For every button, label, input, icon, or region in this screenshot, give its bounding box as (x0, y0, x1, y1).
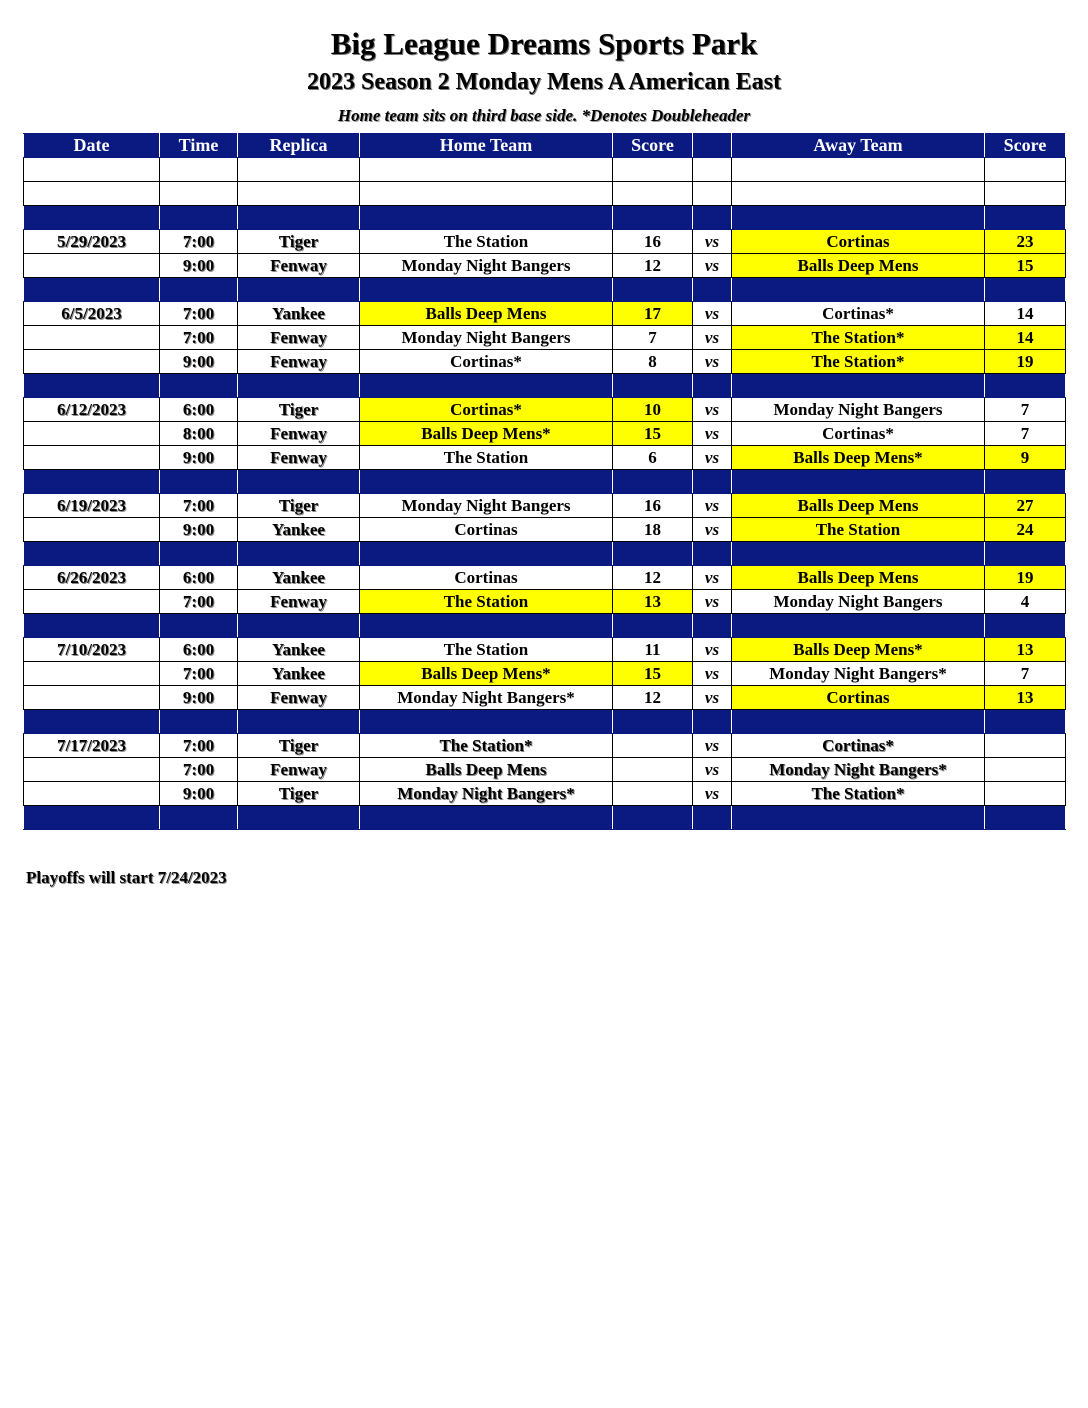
date-cell: 6/5/2023 (24, 302, 160, 326)
home-team-cell (360, 470, 613, 494)
vs-cell (693, 542, 732, 566)
replica-cell (238, 470, 360, 494)
home-score-cell: 12 (613, 254, 693, 278)
time-cell (160, 374, 238, 398)
replica-cell: Fenway (238, 686, 360, 710)
away-team-cell: Balls Deep Mens (732, 494, 985, 518)
date-cell (24, 614, 160, 638)
home-team-cell (360, 182, 613, 206)
time-cell: 6:00 (160, 638, 238, 662)
home-score-cell (613, 806, 693, 830)
home-team-cell: The Station (360, 230, 613, 254)
away-score-cell (985, 734, 1066, 758)
away-team-cell: Balls Deep Mens* (732, 446, 985, 470)
home-team-cell: Cortinas (360, 566, 613, 590)
col-time: Time (160, 134, 238, 158)
vs-cell (693, 806, 732, 830)
game-row (24, 782, 1066, 806)
vs-cell: vs (693, 782, 732, 806)
time-cell (160, 614, 238, 638)
replica-cell: Fenway (238, 758, 360, 782)
away-score-cell: 7 (985, 422, 1066, 446)
away-score-cell: 7 (985, 398, 1066, 422)
away-score-cell (985, 182, 1066, 206)
date-cell (24, 374, 160, 398)
away-team-cell (732, 710, 985, 734)
replica-cell (238, 278, 360, 302)
date-cell (24, 254, 160, 278)
vs-cell: vs (693, 494, 732, 518)
date-cell (24, 278, 160, 302)
away-score-cell (985, 470, 1066, 494)
vs-cell: vs (693, 518, 732, 542)
home-team-cell (360, 206, 613, 230)
away-team-cell: Cortinas* (732, 734, 985, 758)
away-score-cell (985, 806, 1066, 830)
away-score-cell (985, 782, 1066, 806)
away-score-cell: 19 (985, 566, 1066, 590)
away-team-cell: Balls Deep Mens* (732, 638, 985, 662)
home-team-cell: Monday Night Bangers* (360, 686, 613, 710)
date-cell (24, 758, 160, 782)
week-separator-row (24, 710, 1066, 734)
home-score-cell (613, 206, 693, 230)
away-score-cell: 7 (985, 662, 1066, 686)
replica-cell: Yankee (238, 566, 360, 590)
home-team-cell (360, 158, 613, 182)
home-team-cell: Balls Deep Mens* (360, 662, 613, 686)
col-home-team: Home Team (360, 134, 613, 158)
home-score-cell: 18 (613, 518, 693, 542)
time-cell: 7:00 (160, 758, 238, 782)
vs-cell: vs (693, 662, 732, 686)
vs-cell: vs (693, 638, 732, 662)
home-score-cell (613, 374, 693, 398)
schedule-note: Home team sits on third base side. *Denotes Doubleheader (337, 106, 751, 125)
away-score-cell (985, 758, 1066, 782)
away-team-cell: Cortinas* (732, 302, 985, 326)
away-team-cell: Monday Night Bangers* (732, 662, 985, 686)
replica-cell (238, 710, 360, 734)
header-row (24, 134, 1066, 158)
away-team-cell: Balls Deep Mens (732, 566, 985, 590)
game-row (24, 566, 1066, 590)
home-score-cell: 7 (613, 326, 693, 350)
home-score-cell: 11 (613, 638, 693, 662)
vs-cell: vs (693, 230, 732, 254)
away-team-cell: The Station* (732, 350, 985, 374)
home-score-cell: 16 (613, 494, 693, 518)
vs-cell: vs (693, 326, 732, 350)
date-cell (24, 350, 160, 374)
game-row (24, 302, 1066, 326)
away-team-cell: The Station* (732, 326, 985, 350)
away-score-cell: 23 (985, 230, 1066, 254)
home-team-cell (360, 374, 613, 398)
away-score-cell: 19 (985, 350, 1066, 374)
home-score-cell: 16 (613, 230, 693, 254)
date-cell: 7/10/2023 (24, 638, 160, 662)
game-row (24, 254, 1066, 278)
away-team-cell: The Station (732, 518, 985, 542)
away-score-cell: 14 (985, 326, 1066, 350)
schedule-table (23, 133, 1066, 830)
date-cell (24, 182, 160, 206)
time-cell (160, 278, 238, 302)
home-team-cell: Balls Deep Mens (360, 302, 613, 326)
home-team-cell (360, 806, 613, 830)
away-team-cell (732, 182, 985, 206)
vs-cell: vs (693, 758, 732, 782)
page-title: Big League Dreams Sports Park (330, 26, 758, 61)
away-team-cell (732, 158, 985, 182)
date-cell (24, 470, 160, 494)
away-score-cell (985, 158, 1066, 182)
date-cell (24, 518, 160, 542)
vs-cell (693, 614, 732, 638)
time-cell: 9:00 (160, 350, 238, 374)
week-separator-row (24, 206, 1066, 230)
away-team-cell: Monday Night Bangers (732, 398, 985, 422)
replica-cell: Fenway (238, 326, 360, 350)
replica-cell: Fenway (238, 254, 360, 278)
date-cell (24, 782, 160, 806)
time-cell: 7:00 (160, 494, 238, 518)
replica-cell: Tiger (238, 494, 360, 518)
home-score-cell: 15 (613, 662, 693, 686)
date-cell (24, 686, 160, 710)
page-subtitle: 2023 Season 2 Monday Mens A American East (306, 69, 782, 95)
date-cell (24, 662, 160, 686)
time-cell (160, 710, 238, 734)
time-cell (160, 542, 238, 566)
away-score-cell: 13 (985, 638, 1066, 662)
replica-cell: Yankee (238, 518, 360, 542)
vs-cell: vs (693, 422, 732, 446)
home-score-cell (613, 758, 693, 782)
replica-cell: Yankee (238, 638, 360, 662)
col-away-team: Away Team (732, 134, 985, 158)
home-score-cell (613, 542, 693, 566)
home-score-cell: 13 (613, 590, 693, 614)
replica-cell (238, 374, 360, 398)
away-score-cell: 13 (985, 686, 1066, 710)
week-separator-row (24, 614, 1066, 638)
game-row (24, 398, 1066, 422)
home-score-cell: 17 (613, 302, 693, 326)
vs-cell (693, 470, 732, 494)
replica-cell (238, 542, 360, 566)
replica-cell: Tiger (238, 782, 360, 806)
away-team-cell (732, 614, 985, 638)
away-team-cell: Cortinas* (732, 422, 985, 446)
away-team-cell: Monday Night Bangers* (732, 758, 985, 782)
replica-cell (238, 806, 360, 830)
time-cell (160, 182, 238, 206)
time-cell: 9:00 (160, 518, 238, 542)
away-score-cell (985, 542, 1066, 566)
away-team-cell: Cortinas (732, 230, 985, 254)
date-cell: 6/12/2023 (24, 398, 160, 422)
vs-cell: vs (693, 566, 732, 590)
date-cell (24, 326, 160, 350)
time-cell (160, 158, 238, 182)
home-team-cell: Cortinas* (360, 398, 613, 422)
home-team-cell: Monday Night Bangers (360, 494, 613, 518)
away-score-cell (985, 710, 1066, 734)
time-cell: 7:00 (160, 326, 238, 350)
vs-cell: vs (693, 350, 732, 374)
vs-cell: vs (693, 446, 732, 470)
time-cell: 9:00 (160, 686, 238, 710)
week-separator-row (24, 470, 1066, 494)
away-score-cell: 14 (985, 302, 1066, 326)
week-separator-row (24, 374, 1066, 398)
home-score-cell: 15 (613, 422, 693, 446)
time-cell: 9:00 (160, 782, 238, 806)
date-cell: 5/29/2023 (24, 230, 160, 254)
replica-cell: Tiger (238, 398, 360, 422)
home-team-cell: Balls Deep Mens (360, 758, 613, 782)
date-cell: 7/17/2023 (24, 734, 160, 758)
home-team-cell (360, 614, 613, 638)
away-team-cell: The Station* (732, 782, 985, 806)
time-cell (160, 470, 238, 494)
vs-cell (693, 278, 732, 302)
home-score-cell (613, 734, 693, 758)
game-row (24, 422, 1066, 446)
playoffs-note: Playoffs will start 7/24/2023 (26, 868, 227, 887)
vs-cell: vs (693, 590, 732, 614)
game-row (24, 326, 1066, 350)
away-score-cell: 24 (985, 518, 1066, 542)
away-score-cell (985, 614, 1066, 638)
date-cell (24, 806, 160, 830)
home-team-cell (360, 542, 613, 566)
away-score-cell: 27 (985, 494, 1066, 518)
away-score-cell: 15 (985, 254, 1066, 278)
vs-cell (693, 158, 732, 182)
home-team-cell: Monday Night Bangers (360, 254, 613, 278)
col-replica: Replica (238, 134, 360, 158)
date-cell (24, 206, 160, 230)
time-cell (160, 806, 238, 830)
week-separator-row (24, 542, 1066, 566)
date-cell (24, 446, 160, 470)
replica-cell: Fenway (238, 590, 360, 614)
vs-cell: vs (693, 734, 732, 758)
blank-row (24, 182, 1066, 206)
replica-cell (238, 182, 360, 206)
date-cell (24, 542, 160, 566)
away-team-cell (732, 374, 985, 398)
vs-cell (693, 374, 732, 398)
game-row (24, 662, 1066, 686)
replica-cell (238, 158, 360, 182)
time-cell: 7:00 (160, 302, 238, 326)
away-team-cell: Balls Deep Mens (732, 254, 985, 278)
replica-cell: Yankee (238, 662, 360, 686)
replica-cell (238, 614, 360, 638)
home-team-cell: The Station (360, 590, 613, 614)
col-home-score: Score (613, 134, 693, 158)
replica-cell: Fenway (238, 422, 360, 446)
time-cell: 9:00 (160, 446, 238, 470)
replica-cell: Tiger (238, 734, 360, 758)
date-cell: 6/19/2023 (24, 494, 160, 518)
vs-cell: vs (693, 686, 732, 710)
week-separator-row (24, 806, 1066, 830)
away-team-cell (732, 542, 985, 566)
time-cell (160, 206, 238, 230)
game-row (24, 734, 1066, 758)
time-cell: 7:00 (160, 734, 238, 758)
home-team-cell (360, 278, 613, 302)
home-score-cell: 6 (613, 446, 693, 470)
home-team-cell: Cortinas (360, 518, 613, 542)
away-team-cell: Monday Night Bangers (732, 590, 985, 614)
home-team-cell: Cortinas* (360, 350, 613, 374)
game-row (24, 686, 1066, 710)
time-cell: 9:00 (160, 254, 238, 278)
date-cell (24, 158, 160, 182)
home-score-cell (613, 710, 693, 734)
home-team-cell: Balls Deep Mens* (360, 422, 613, 446)
away-team-cell (732, 806, 985, 830)
home-score-cell (613, 614, 693, 638)
time-cell: 8:00 (160, 422, 238, 446)
time-cell: 6:00 (160, 566, 238, 590)
replica-cell (238, 206, 360, 230)
game-row (24, 758, 1066, 782)
time-cell: 7:00 (160, 662, 238, 686)
home-team-cell: The Station (360, 638, 613, 662)
home-team-cell (360, 710, 613, 734)
replica-cell: Tiger (238, 230, 360, 254)
blank-row (24, 158, 1066, 182)
home-team-cell: Monday Night Bangers* (360, 782, 613, 806)
game-row (24, 494, 1066, 518)
home-score-cell: 10 (613, 398, 693, 422)
replica-cell: Yankee (238, 302, 360, 326)
home-score-cell: 8 (613, 350, 693, 374)
home-team-cell: The Station* (360, 734, 613, 758)
week-separator-row (24, 278, 1066, 302)
game-row (24, 518, 1066, 542)
away-team-cell (732, 470, 985, 494)
away-score-cell: 4 (985, 590, 1066, 614)
time-cell: 7:00 (160, 230, 238, 254)
replica-cell: Fenway (238, 446, 360, 470)
away-score-cell: 9 (985, 446, 1066, 470)
col-vs (693, 134, 732, 158)
date-cell (24, 590, 160, 614)
col-away-score: Score (985, 134, 1066, 158)
away-score-cell (985, 278, 1066, 302)
date-cell: 6/26/2023 (24, 566, 160, 590)
game-row (24, 590, 1066, 614)
home-score-cell (613, 782, 693, 806)
game-row (24, 230, 1066, 254)
replica-cell: Fenway (238, 350, 360, 374)
game-row (24, 446, 1066, 470)
home-score-cell (613, 470, 693, 494)
date-cell (24, 710, 160, 734)
time-cell: 6:00 (160, 398, 238, 422)
away-team-cell (732, 278, 985, 302)
game-row (24, 350, 1066, 374)
away-score-cell (985, 374, 1066, 398)
home-score-cell: 12 (613, 566, 693, 590)
home-team-cell: The Station (360, 446, 613, 470)
vs-cell: vs (693, 302, 732, 326)
away-score-cell (985, 206, 1066, 230)
away-team-cell (732, 206, 985, 230)
date-cell (24, 422, 160, 446)
time-cell: 7:00 (160, 590, 238, 614)
vs-cell (693, 182, 732, 206)
home-team-cell: Monday Night Bangers (360, 326, 613, 350)
game-row (24, 638, 1066, 662)
home-score-cell: 12 (613, 686, 693, 710)
away-team-cell: Cortinas (732, 686, 985, 710)
vs-cell: vs (693, 254, 732, 278)
vs-cell (693, 206, 732, 230)
vs-cell (693, 710, 732, 734)
home-score-cell (613, 278, 693, 302)
home-score-cell (613, 158, 693, 182)
home-score-cell (613, 182, 693, 206)
vs-cell: vs (693, 398, 732, 422)
col-date: Date (24, 134, 160, 158)
